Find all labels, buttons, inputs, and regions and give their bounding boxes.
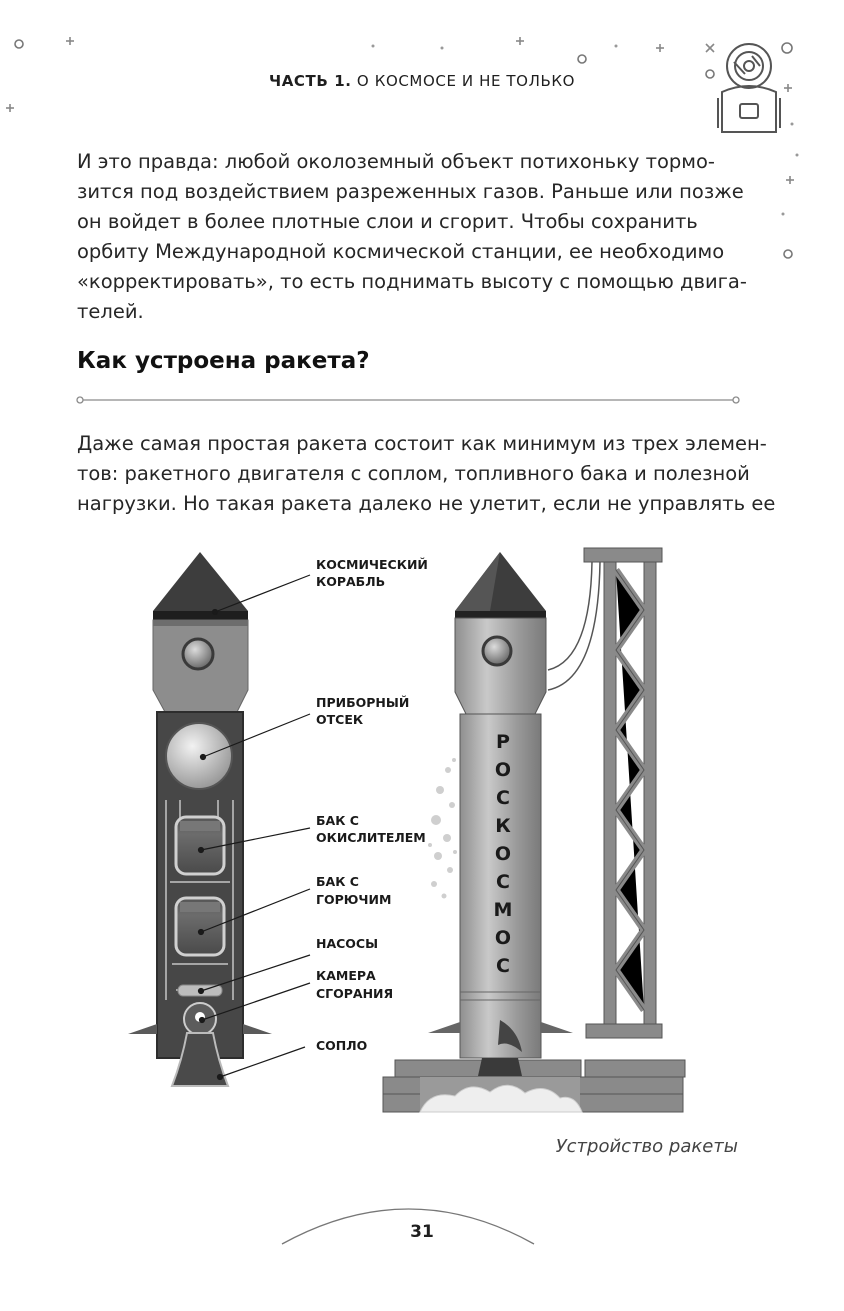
svg-text:БАК С xyxy=(316,874,359,889)
text-line: Даже самая простая ракета состоит как минимум из трех элемен- xyxy=(77,432,767,455)
label-nozzle: СОПЛО xyxy=(316,1038,368,1053)
label-chamber-1: КАМЕРА xyxy=(316,968,376,983)
label-fuel-2: ГОРЮЧИМ xyxy=(316,892,392,907)
text-line: он войдет в более плотные слои и сгорит. Чтобы сохранить xyxy=(77,210,698,233)
text-line: зится под воздействием разреженных газов. Раньше или позже xyxy=(77,180,744,203)
instrument-sphere xyxy=(166,723,232,789)
rocket-letter: О xyxy=(494,759,512,781)
rocket-letter: К xyxy=(495,815,511,837)
rocket-letter: С xyxy=(496,787,510,809)
svg-text:КАМЕРА xyxy=(316,968,376,983)
svg-text:НАСОСЫ xyxy=(316,936,378,951)
rocket-letter: М xyxy=(493,899,513,921)
svg-text:СОПЛО xyxy=(316,1038,367,1053)
rocket-letter: С xyxy=(496,871,510,893)
rocket-letter: С xyxy=(496,955,510,977)
header-title: О КОСМОСЕ И НЕ ТОЛЬКО xyxy=(356,72,576,90)
page-number: 31 xyxy=(410,1222,434,1242)
svg-text:ОТСЕК xyxy=(316,712,364,727)
svg-text:ПРИБОРНЫЙ xyxy=(316,695,409,710)
label-spaceship-2: КОРАБЛЬ xyxy=(316,574,386,589)
header-part: ЧАСТЬ 1. xyxy=(268,72,352,90)
svg-text:СГОРАНИЯ xyxy=(316,986,393,1001)
svg-text:ОКИСЛИТЕЛЕМ xyxy=(316,830,426,845)
text-line: «корректировать», то есть поднимать высоту с помощью двига- xyxy=(77,270,747,293)
label-spaceship-1: КОСМИЧЕСКИЙ xyxy=(316,557,428,572)
nose-cone xyxy=(153,552,248,611)
text-line: нагрузки. Но такая ракета далеко не улетит, если не управлять ее xyxy=(77,492,776,515)
launch-tower xyxy=(548,548,662,1038)
launch-rocket xyxy=(428,552,573,1076)
text-line: телей. xyxy=(77,300,144,323)
launch-pad xyxy=(383,1060,685,1112)
svg-text:КОРАБЛЬ xyxy=(316,574,385,589)
label-pumps: НАСОСЫ xyxy=(316,936,379,951)
svg-text:КОСМИЧЕСКИЙ xyxy=(316,557,428,572)
label-oxidizer-1: БАК С xyxy=(316,813,359,828)
label-chamber-2: СГОРАНИЯ xyxy=(316,986,394,1001)
section-heading: Как устроена ракета? xyxy=(77,348,370,374)
figure-caption: Устройство ракеты xyxy=(555,1136,738,1157)
text-line: И это правда: любой околоземный объект потихоньку тормо- xyxy=(77,150,715,173)
label-oxidizer-2: ОКИСЛИТЕЛЕМ xyxy=(316,830,426,845)
porthole xyxy=(183,639,213,669)
text-line: орбиту Международной космической станции, ее необходимо xyxy=(77,240,725,263)
label-fuel-1: БАК С xyxy=(316,874,359,889)
label-instruments-2: ОТСЕК xyxy=(316,712,364,727)
vapor-dots xyxy=(428,758,457,899)
rocket-letter: Р xyxy=(496,731,510,753)
svg-text:БАК С xyxy=(316,813,359,828)
rocket-letter: О xyxy=(494,927,512,949)
label-instruments-1: ПРИБОРНЫЙ xyxy=(316,695,410,710)
cutaway-rocket xyxy=(128,552,272,1086)
rocket-letter: О xyxy=(494,843,512,865)
text-line: тов: ракетного двигателя с соплом, топливного бака и полезной xyxy=(77,462,750,485)
svg-text:ГОРЮЧИМ xyxy=(316,892,391,907)
